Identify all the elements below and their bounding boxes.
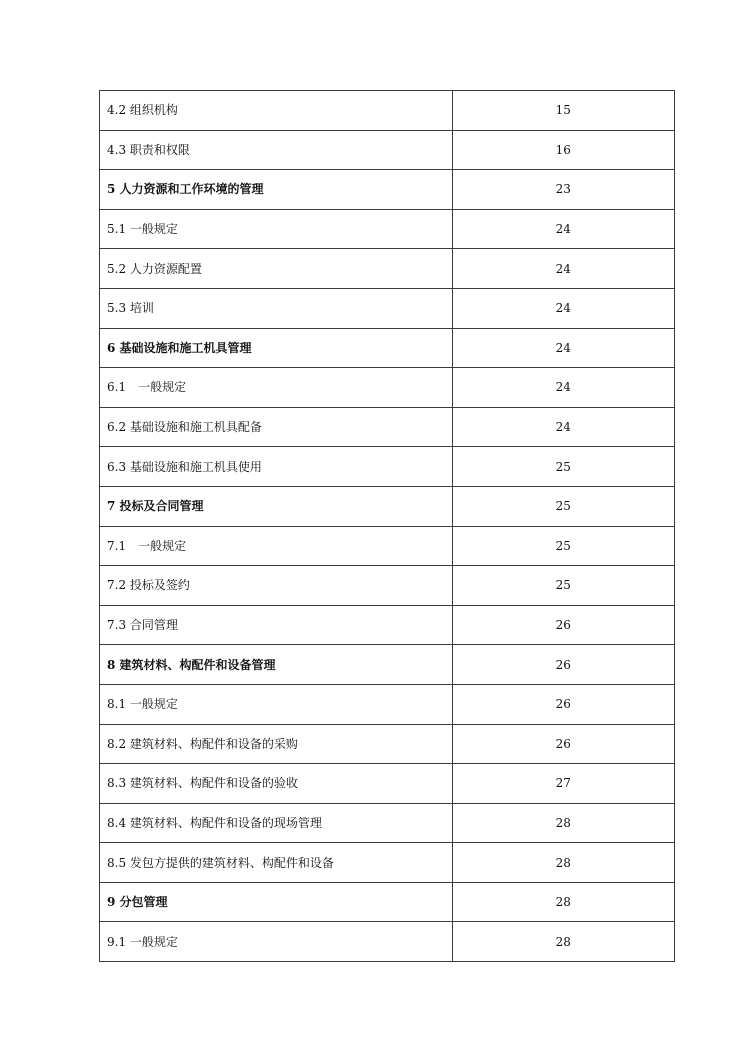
toc-row [100,803,675,843]
toc-chapter-title: 7 投标及合同管理 [100,486,453,526]
toc-page-number: 24 [452,249,674,289]
toc-row [100,724,675,764]
toc-row [100,843,675,883]
toc-chapter-title: 6 基础设施和施工机具管理 [100,328,453,368]
toc-section-title: 9.1 一般规定 [100,922,453,962]
toc-section-title: 6.1 一般规定 [100,368,453,408]
toc-row [100,486,675,526]
toc-page-number: 28 [452,803,674,843]
toc-page-number: 26 [452,645,674,685]
toc-chapter-title: 5 人力资源和工作环境的管理 [100,170,453,210]
toc-row [100,328,675,368]
toc-section-title: 4.3 职责和权限 [100,130,453,170]
toc-row [100,288,675,328]
toc-section-title: 8.4 建筑材料、构配件和设备的现场管理 [100,803,453,843]
toc-body [100,91,675,962]
toc-page-number: 27 [452,764,674,804]
toc-row [100,922,675,962]
toc-row [100,368,675,408]
toc-row [100,526,675,566]
toc-row [100,645,675,685]
toc-row [100,605,675,645]
toc-section-title: 5.1 一般规定 [100,209,453,249]
toc-section-title: 7.3 合同管理 [100,605,453,645]
toc-page-number: 25 [452,486,674,526]
toc-page-number: 26 [452,684,674,724]
toc-section-title: 8.1 一般规定 [100,684,453,724]
toc-section-title: 7.2 投标及签约 [100,566,453,606]
toc-page-number: 23 [452,170,674,210]
toc-row [100,882,675,922]
toc-page-number: 16 [452,130,674,170]
toc-row [100,684,675,724]
toc-section-title: 6.3 基础设施和施工机具使用 [100,447,453,487]
toc-section-title: 5.2 人力资源配置 [100,249,453,289]
toc-page-number: 28 [452,882,674,922]
toc-section-title: 4.2 组织机构 [100,91,453,131]
toc-page-number: 24 [452,407,674,447]
toc-row [100,249,675,289]
toc-section-title: 6.2 基础设施和施工机具配备 [100,407,453,447]
toc-page-number: 24 [452,288,674,328]
toc-page-number: 25 [452,447,674,487]
toc-page-number: 25 [452,526,674,566]
toc-row [100,130,675,170]
toc-section-title: 8.2 建筑材料、构配件和设备的采购 [100,724,453,764]
toc-page-number: 25 [452,566,674,606]
toc-section-title: 8.5 发包方提供的建筑材料、构配件和设备 [100,843,453,883]
toc-section-title: 5.3 培训 [100,288,453,328]
toc-section-title: 7.1 一般规定 [100,526,453,566]
toc-section-title: 8.3 建筑材料、构配件和设备的验收 [100,764,453,804]
toc-row [100,170,675,210]
toc-chapter-title: 8 建筑材料、构配件和设备管理 [100,645,453,685]
toc-page-number: 28 [452,922,674,962]
toc-row [100,91,675,131]
toc-table [99,90,675,962]
toc-row [100,407,675,447]
toc-page-number: 26 [452,724,674,764]
toc-page-number: 24 [452,209,674,249]
toc-page-number: 26 [452,605,674,645]
toc-row [100,447,675,487]
toc-page-number: 24 [452,368,674,408]
toc-page-number: 15 [452,91,674,131]
toc-row [100,764,675,804]
toc-row [100,209,675,249]
toc-chapter-title: 9 分包管理 [100,882,453,922]
toc-page-number: 28 [452,843,674,883]
toc-page-number: 24 [452,328,674,368]
toc-row [100,566,675,606]
